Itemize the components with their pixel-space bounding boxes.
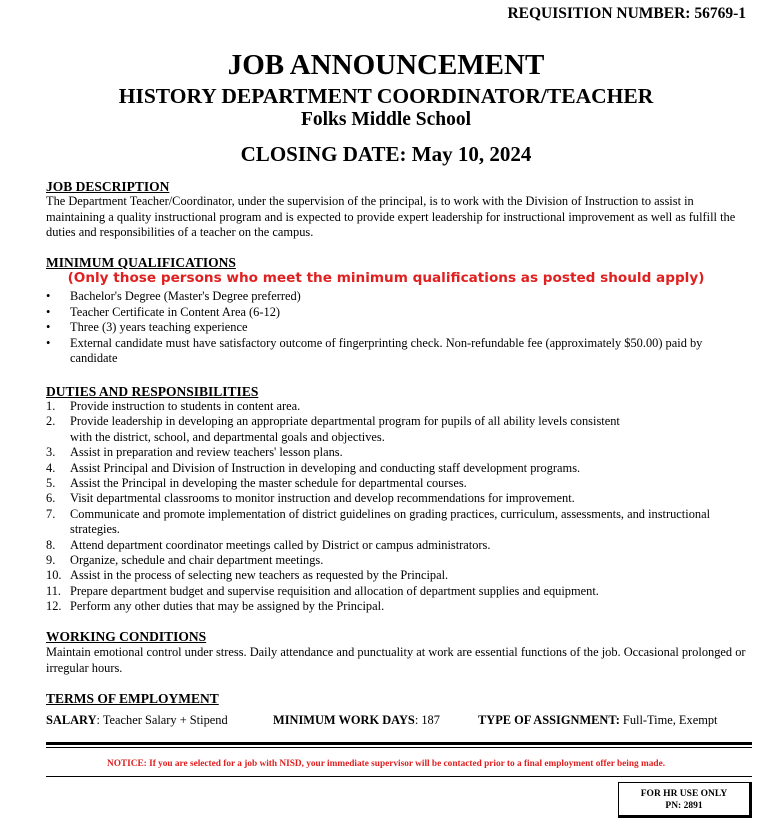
item-text: Assist Principal and Division of Instruction in developing and conducting staff development programs. [70, 460, 581, 475]
salary-value: : Teacher Salary + Stipend [96, 713, 228, 727]
position-number: PN: 2891 [665, 801, 703, 811]
list-item: • Teacher Certificate in Content Area (6-12) [46, 305, 751, 321]
item-text: Attend department coordinator meetings called by District or campus administrators. [70, 537, 491, 552]
terms-heading: TERMS OF EMPLOYMENT [46, 691, 219, 706]
hr-use-box [618, 782, 752, 818]
assignment-label: TYPE OF ASSIGNMENT: [478, 713, 620, 727]
list-item [46, 568, 751, 583]
item-number: 1. [46, 399, 56, 413]
assignment-value: Full-Time, Exempt [619, 713, 718, 727]
salary [46, 713, 228, 728]
item-text: Provide instruction to students in content area. [70, 399, 301, 413]
item-number: 12. [46, 599, 62, 614]
item-text: Assist in the process of selecting new teachers as requested by the Principal. [70, 568, 449, 583]
list-item [46, 553, 751, 568]
qualifications-heading: MINIMUM QUALIFICATIONS [46, 255, 236, 270]
item-number: 9. [46, 553, 56, 568]
item-number: 3. [46, 445, 56, 460]
item-text: Organize, schedule and chair department meetings. [70, 553, 324, 568]
item-text: Assist the Principal in developing the master schedule for departmental courses. [70, 476, 467, 491]
working-conditions-heading: WORKING CONDITIONS [46, 629, 207, 644]
item-number: 5. [46, 476, 56, 491]
divider [46, 747, 752, 748]
list-item [46, 538, 751, 553]
item-number: 11. [46, 583, 62, 598]
employment-notice: NOTICE: If you are selected for a job with NISD, your immediate supervisor will be contacted prior to a final employment offer being made. [106, 759, 666, 769]
list-item [46, 599, 751, 614]
item-number: 10. [46, 568, 62, 583]
qualifications-list [46, 289, 751, 367]
assignment-type [478, 713, 717, 728]
list-item [46, 507, 730, 538]
item-number: 4. [46, 460, 56, 475]
list-item [46, 584, 751, 599]
salary-label: SALARY [46, 713, 97, 727]
item-text: Communicate and promote implementation of district guidelines on grading practices, curriculum, assessments, and instructional strategies. [70, 506, 711, 537]
duties-list [46, 399, 751, 615]
item-number: 7. [46, 506, 56, 521]
item-number: 8. [46, 537, 56, 552]
school-name: Folks Middle School [300, 109, 472, 130]
qualifications-notice: (Only those persons who meet the minimum qualifications as posted should apply) [67, 270, 705, 286]
item-number: 2. [46, 414, 56, 429]
divider [46, 742, 752, 745]
list-item: • External candidate must have satisfactory outcome of fingerprinting check. Non-refundable fee (approximately $50.00) paid by candidate [46, 336, 751, 367]
item-text: Prepare department budget and supervise requisition and allocation of department supplies and equipment. [70, 583, 599, 598]
list-item [46, 445, 751, 460]
item-text: Provide leadership in developing an appropriate departmental program for pupils of all ability levels consistent with the district, school, and departmental goals and objectives. [70, 414, 620, 444]
item-text: Perform any other duties that may be assigned by the Principal. [70, 599, 385, 614]
list-item: • Bachelor's Degree (Master's Degree preferred) [46, 289, 751, 305]
work-days [273, 713, 440, 728]
item-text: Assist in preparation and review teachers' lesson plans. [70, 445, 343, 460]
job-description-heading: JOB DESCRIPTION [46, 179, 170, 194]
list-item [46, 399, 751, 414]
list-item: • Three (3) years teaching experience [46, 320, 751, 336]
list-item [46, 414, 630, 445]
item-number: 6. [46, 491, 56, 506]
list-item [46, 461, 751, 476]
page-title: JOB ANNOUNCEMENT [227, 49, 545, 81]
closing-date: CLOSING DATE: May 10, 2024 [240, 142, 532, 166]
work-days-value: : 187 [414, 713, 440, 727]
work-days-label: MINIMUM WORK DAYS [273, 713, 415, 727]
list-item [46, 476, 751, 491]
requisition-number: REQUISITION NUMBER: 56769-1 [507, 5, 746, 22]
duties-heading: DUTIES AND RESPONSIBILITIES [46, 384, 259, 399]
position-title: HISTORY DEPARTMENT COORDINATOR/TEACHER [118, 84, 654, 108]
item-text: Visit departmental classrooms to monitor instruction and develop recommendations for improvement. [70, 491, 575, 506]
working-conditions-text: Maintain emotional control under stress. Daily attendance and punctuality at work are essential functions of the job. Occasional prolonged or irregular hours. [46, 645, 746, 675]
divider [46, 776, 752, 777]
hr-use-label: FOR HR USE ONLY [640, 789, 728, 799]
list-item [46, 491, 751, 506]
job-description-text: The Department Teacher/Coordinator, under the supervision of the principal, is to work with the Division of Instruction to assist in maintaining a quality instructional program and is expected to provide expert leadership for instructional improvement as well as fulfill the duties and responsibilities of a teacher on the campus. [46, 194, 736, 239]
